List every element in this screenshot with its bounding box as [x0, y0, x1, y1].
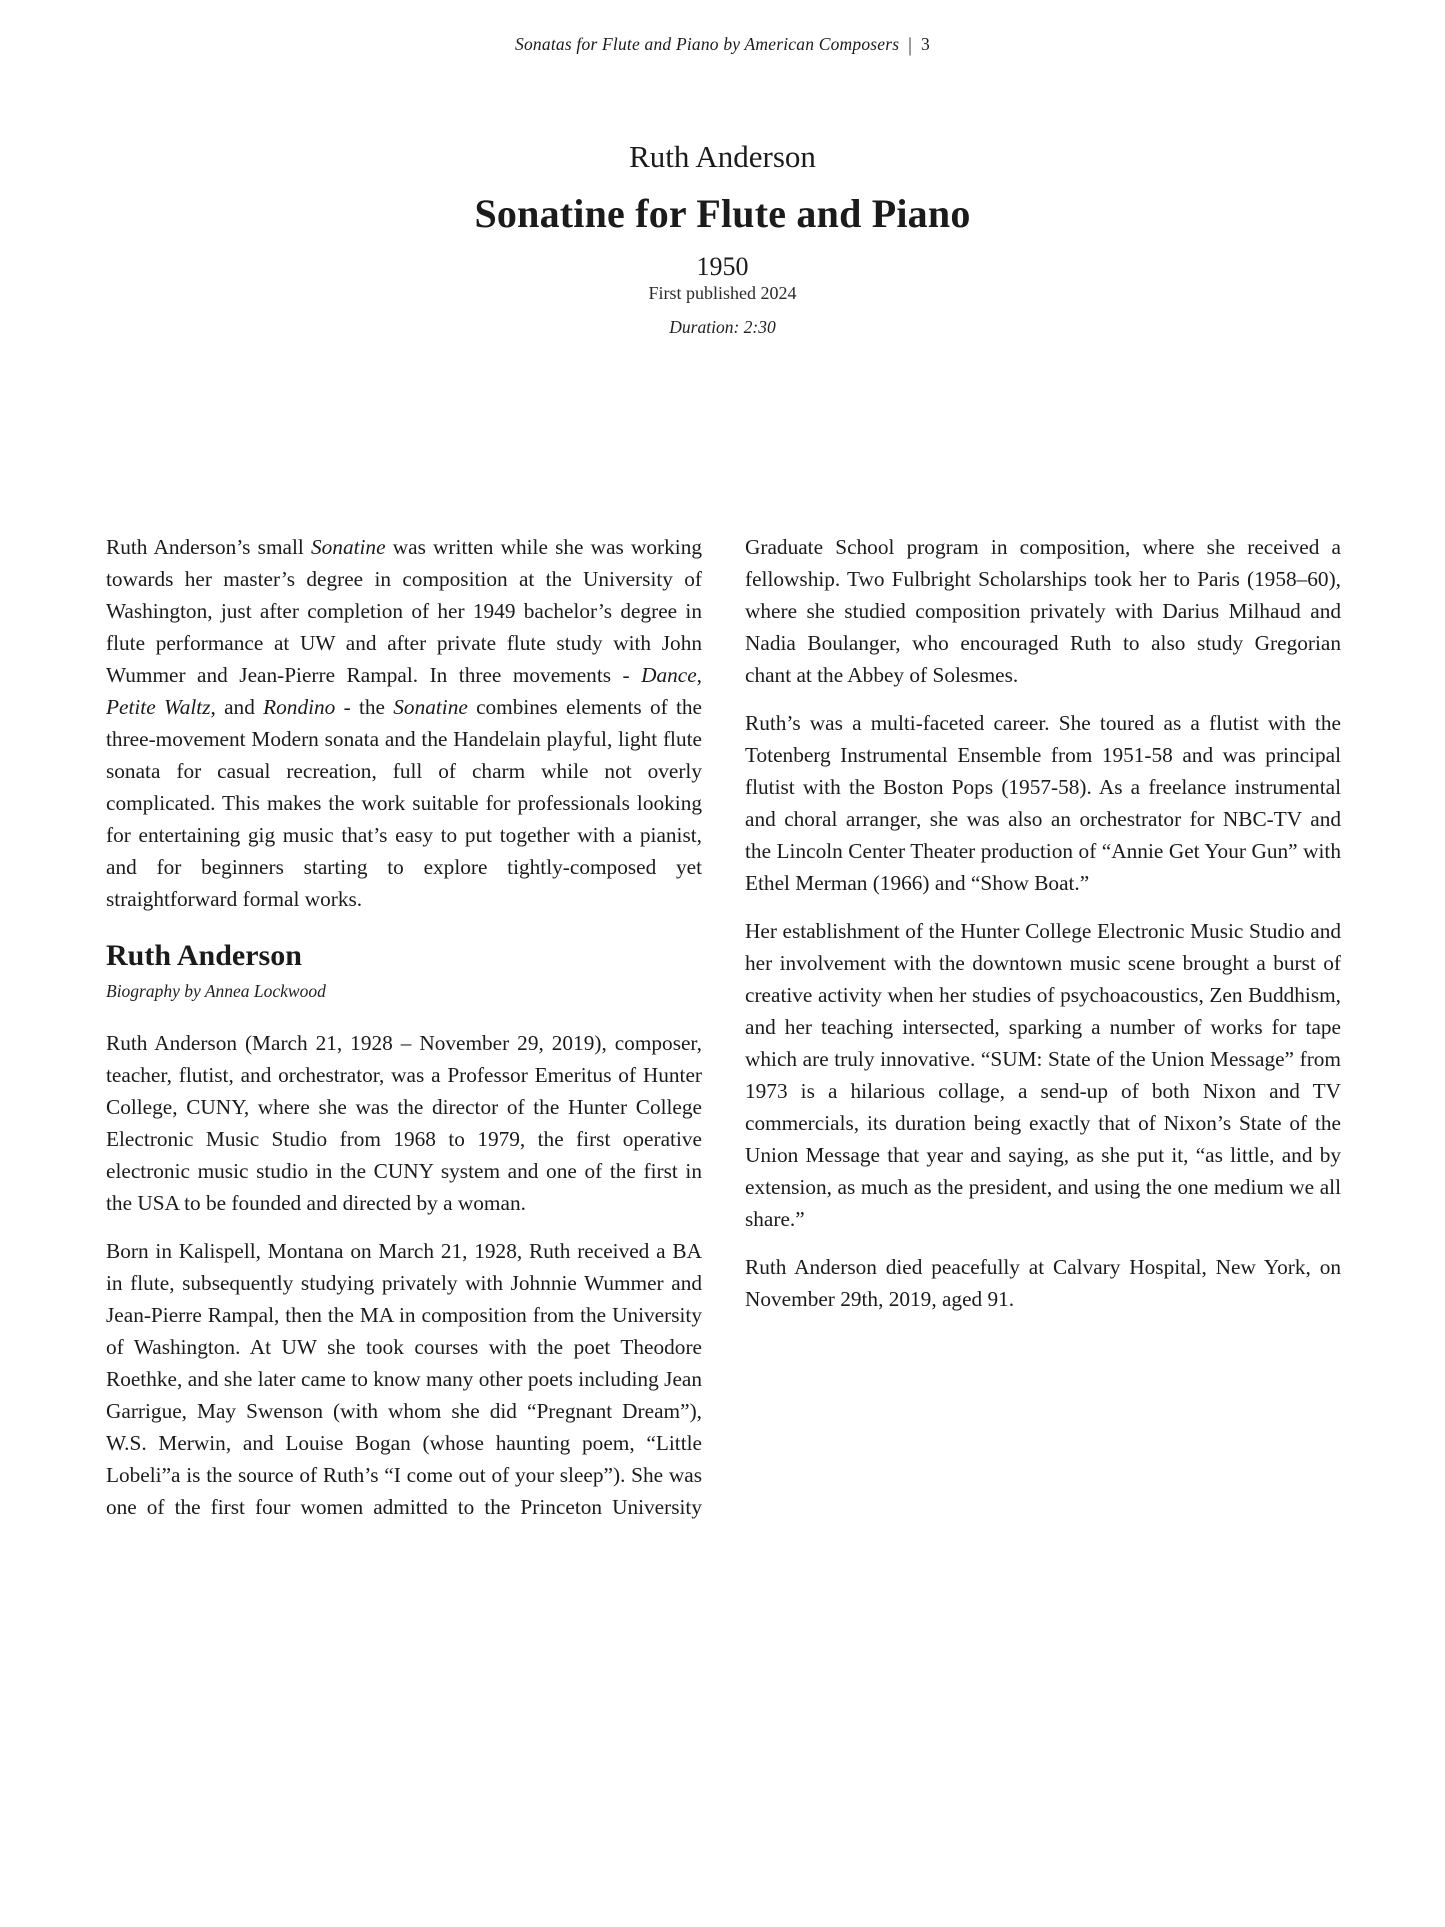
paragraph [745, 531, 1341, 691]
text: Born in Kalispell, Montana on March 21, 1928, Ruth received a BA in flute, subsequently studying privately with Johnnie Wummer and Jean-Pierre Rampal, then the MA in composition from the University of Washington. At UW she took courses with the poet Theodore Roethke, and she later came to know many other poets including Jean Garrigue, May Swenson (with whom she did “Pregnant Dream”), W.S. Merwin, and Louise Bogan (whose haunting poem, “Little Lobeli”a is the source of Ruth’s “I come out of your sleep”). She was one of the first four women admitted to the Princeton University [106, 1239, 702, 1519]
right-column [745, 531, 1341, 1539]
paragraph [106, 1235, 702, 1523]
page-number: 3 [921, 34, 930, 54]
paragraph [106, 1027, 702, 1219]
first-published-note: First published 2024 [648, 283, 797, 303]
text: , and [210, 695, 264, 719]
running-header-separator: | [908, 32, 912, 56]
running-header-title: Sonatas for Flute and Piano by American Composers [515, 34, 900, 54]
work-title: Sonatine for Flute and Piano [474, 191, 971, 236]
paragraph [745, 915, 1341, 1235]
left-column [106, 531, 702, 1539]
text: , [696, 663, 702, 687]
paragraph [106, 531, 702, 915]
text: Her establishment of the Hunter College Electronic Music Studio and her involvement with the downtown music scene brought a burst of creative activity when her studies of psychoacoustics, Zen Buddhism, and her teaching intersected, sparking a number of works for tape which are truly innovative. “SUM: State of the Union Message” from 1973 is a hilarious collage, a send-up of both Nixon and TV commercials, its duration being exactly that of Nixon’s State of the Union Message that year and saying, as she put it, “as little, and by extension, as much as the president, and using the one medium we all share.” [745, 919, 1341, 1231]
paragraph [745, 707, 1341, 899]
text: - the [335, 695, 394, 719]
text: Ruth Anderson died peacefully at Calvary Hospital, New York, on November 29th, 2019, aged 91. [745, 1255, 1341, 1311]
running-header [0, 34, 1445, 55]
composer-name: Ruth Anderson [629, 139, 816, 174]
duration-note: Duration: 2:30 [669, 317, 776, 337]
text: Graduate School program in composition, where she received a fellowship. Two Fulbright Scholarships took her to Paris (1958–60), where she studied composition privately with Darius Milhaud and Nadia Boulanger, who encouraged Ruth to also study Gregorian chant at the Abbey of Solesmes. [745, 535, 1341, 687]
italic-text: Petite Waltz [106, 695, 211, 719]
body-columns [106, 531, 1341, 1539]
text: was written while she was working towards her master’s degree in composition at the University of Washington, just after completion of her 1949 bachelor’s degree in flute performance at UW and after private flute study with John Wummer and Jean-Pierre Rampal. In three movements - [106, 535, 702, 687]
text: Ruth Anderson’s small [106, 535, 311, 559]
section-heading: Ruth Anderson [106, 939, 302, 972]
italic-text: Dance [641, 663, 697, 687]
byline: Biography by Annea Lockwood [106, 981, 326, 1001]
text: Ruth Anderson (March 21, 1928 – November 29, 2019), composer, teacher, flutist, and orchestrator, was a Professor Emeritus of Hunter College, CUNY, where she was the director of the Hunter College Electronic Music Studio from 1968 to 1979, the first operative electronic music studio in the CUNY system and one of the first in the USA to be founded and directed by a woman. [106, 1031, 702, 1215]
text: combines elements of the three-movement Modern sonata and the Handelain playful, light flute sonata for casual recreation, full of charm while not overly complicated. This makes the work suitable for professionals looking for entertaining gig music that’s easy to put together with a pianist, and for beginners starting to explore tightly-composed yet straightforward formal works. [106, 695, 702, 911]
work-year: 1950 [696, 252, 749, 281]
text: Ruth’s was a multi-faceted career. She toured as a flutist with the Totenberg Instrumental Ensemble from 1951-58 and was principal flutist with the Boston Pops (1957-58). As a freelance instrumental and choral arranger, she was also an orchestrator for NBC-TV and the Lincoln Center Theater production of “Annie Get Your Gun” with Ethel Merman (1966) and “Show Boat.” [745, 711, 1341, 895]
italic-text: Sonatine [311, 535, 386, 559]
italic-text: Sonatine [393, 695, 468, 719]
italic-text: Rondino [263, 695, 336, 719]
paragraph [745, 1251, 1341, 1315]
